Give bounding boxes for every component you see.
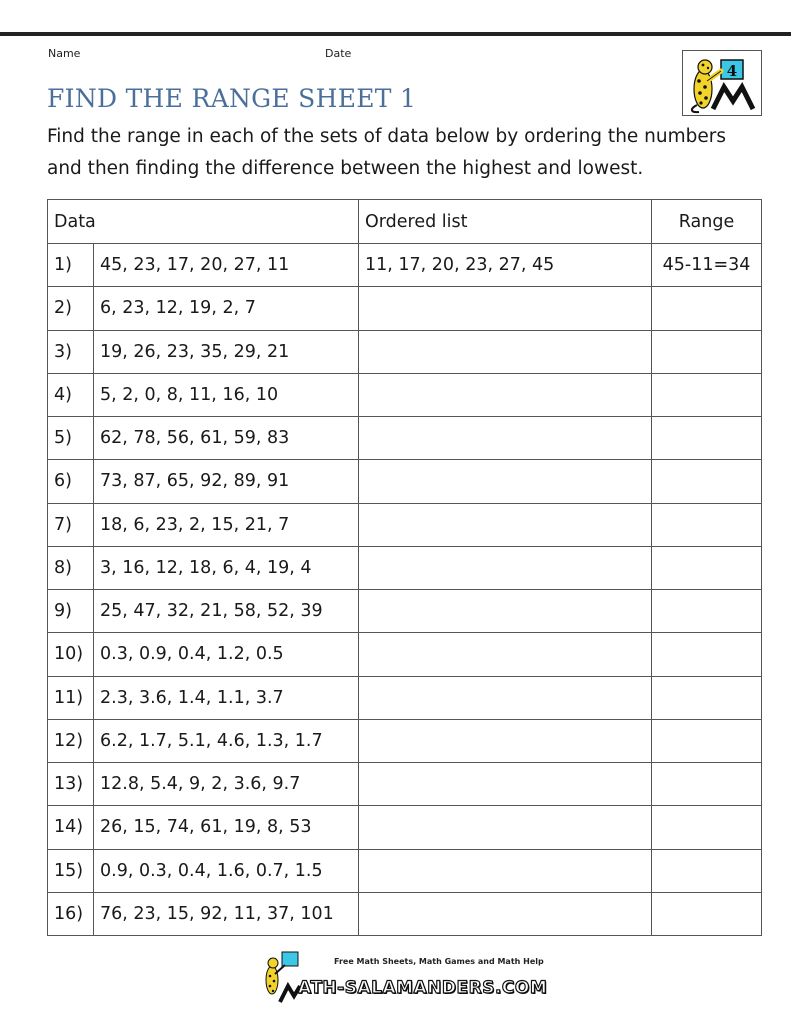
range-cell[interactable] [652,719,762,762]
range-cell[interactable] [652,633,762,676]
range-cell[interactable] [652,503,762,546]
row-number: 11) [48,676,94,719]
grade-logo [682,50,762,116]
range-cell[interactable] [652,460,762,503]
ordered-list-cell[interactable] [359,590,652,633]
site-footer [258,950,558,1010]
ordered-list-cell[interactable] [359,849,652,892]
row-number: 16) [48,892,94,935]
row-number: 3) [48,330,94,373]
table-row [48,590,762,633]
row-number: 1) [48,244,94,287]
table-row [48,546,762,589]
table-row [48,417,762,460]
ordered-list-cell[interactable] [359,503,652,546]
data-cell: 6, 23, 12, 19, 2, 7 [94,287,359,330]
row-number: 10) [48,633,94,676]
top-rule [0,32,791,36]
data-cell: 3, 16, 12, 18, 6, 4, 19, 4 [94,546,359,589]
data-cell: 76, 23, 15, 92, 11, 37, 101 [94,892,359,935]
row-number: 14) [48,806,94,849]
salamander-logo-icon [258,950,302,1004]
range-cell[interactable] [652,590,762,633]
row-number: 15) [48,849,94,892]
ordered-list-cell[interactable] [359,417,652,460]
ordered-list-cell[interactable] [359,373,652,416]
row-number: 7) [48,503,94,546]
data-cell: 45, 23, 17, 20, 27, 11 [94,244,359,287]
date-label: Date [325,47,352,60]
salamander-easel-icon [683,51,761,115]
grade-number: 4 [726,62,738,80]
table-row [48,719,762,762]
data-cell: 6.2, 1.7, 5.1, 4.6, 1.3, 1.7 [94,719,359,762]
row-number: 5) [48,417,94,460]
range-cell[interactable]: 45-11=34 [652,244,762,287]
range-cell[interactable] [652,892,762,935]
table-row [48,763,762,806]
table-row [48,633,762,676]
data-cell: 26, 15, 74, 61, 19, 8, 53 [94,806,359,849]
table-row [48,460,762,503]
range-cell[interactable] [652,373,762,416]
range-table [47,199,762,936]
footer-tagline: Free Math Sheets, Math Games and Math Help [334,957,544,966]
ordered-column-header: Ordered list [359,200,652,244]
data-column-header: Data [48,200,359,244]
range-cell[interactable] [652,849,762,892]
data-cell: 12.8, 5.4, 9, 2, 3.6, 9.7 [94,763,359,806]
ordered-list-cell[interactable] [359,763,652,806]
range-column-header: Range [652,200,762,244]
ordered-list-cell[interactable] [359,719,652,762]
range-cell[interactable] [652,676,762,719]
page-title: FIND THE RANGE SHEET 1 [47,84,417,113]
data-cell: 62, 78, 56, 61, 59, 83 [94,417,359,460]
row-number: 13) [48,763,94,806]
row-number: 12) [48,719,94,762]
ordered-list-cell[interactable] [359,806,652,849]
data-cell: 0.9, 0.3, 0.4, 1.6, 0.7, 1.5 [94,849,359,892]
range-cell[interactable] [652,763,762,806]
table-row [48,849,762,892]
ordered-list-cell[interactable] [359,676,652,719]
table-row [48,373,762,416]
name-label: Name [48,47,81,60]
ordered-list-cell[interactable] [359,287,652,330]
ordered-list-cell[interactable]: 11, 17, 20, 23, 27, 45 [359,244,652,287]
range-cell[interactable] [652,330,762,373]
table-header-row [48,200,762,244]
range-cell[interactable] [652,417,762,460]
data-cell: 2.3, 3.6, 1.4, 1.1, 3.7 [94,676,359,719]
data-cell: 0.3, 0.9, 0.4, 1.2, 0.5 [94,633,359,676]
table-row [48,806,762,849]
row-number: 9) [48,590,94,633]
table-row [48,330,762,373]
range-cell[interactable] [652,546,762,589]
row-number: 8) [48,546,94,589]
footer-site-link[interactable]: ATH-SALAMANDERS.COM [298,978,548,998]
ordered-list-cell[interactable] [359,633,652,676]
range-cell[interactable] [652,287,762,330]
data-cell: 25, 47, 32, 21, 58, 52, 39 [94,590,359,633]
table-row [48,503,762,546]
table-row [48,892,762,935]
ordered-list-cell[interactable] [359,330,652,373]
data-cell: 18, 6, 23, 2, 15, 21, 7 [94,503,359,546]
instructions-text: Find the range in each of the sets of data below by ordering the numbers and then finding the difference between the highest and lowest. [47,126,727,179]
ordered-list-cell[interactable] [359,546,652,589]
ordered-list-cell[interactable] [359,460,652,503]
row-number: 6) [48,460,94,503]
data-cell: 5, 2, 0, 8, 11, 16, 10 [94,373,359,416]
table-row [48,287,762,330]
data-cell: 19, 26, 23, 35, 29, 21 [94,330,359,373]
table-row [48,676,762,719]
ordered-list-cell[interactable] [359,892,652,935]
row-number: 2) [48,287,94,330]
range-cell[interactable] [652,806,762,849]
table-row [48,244,762,287]
data-cell: 73, 87, 65, 92, 89, 91 [94,460,359,503]
row-number: 4) [48,373,94,416]
